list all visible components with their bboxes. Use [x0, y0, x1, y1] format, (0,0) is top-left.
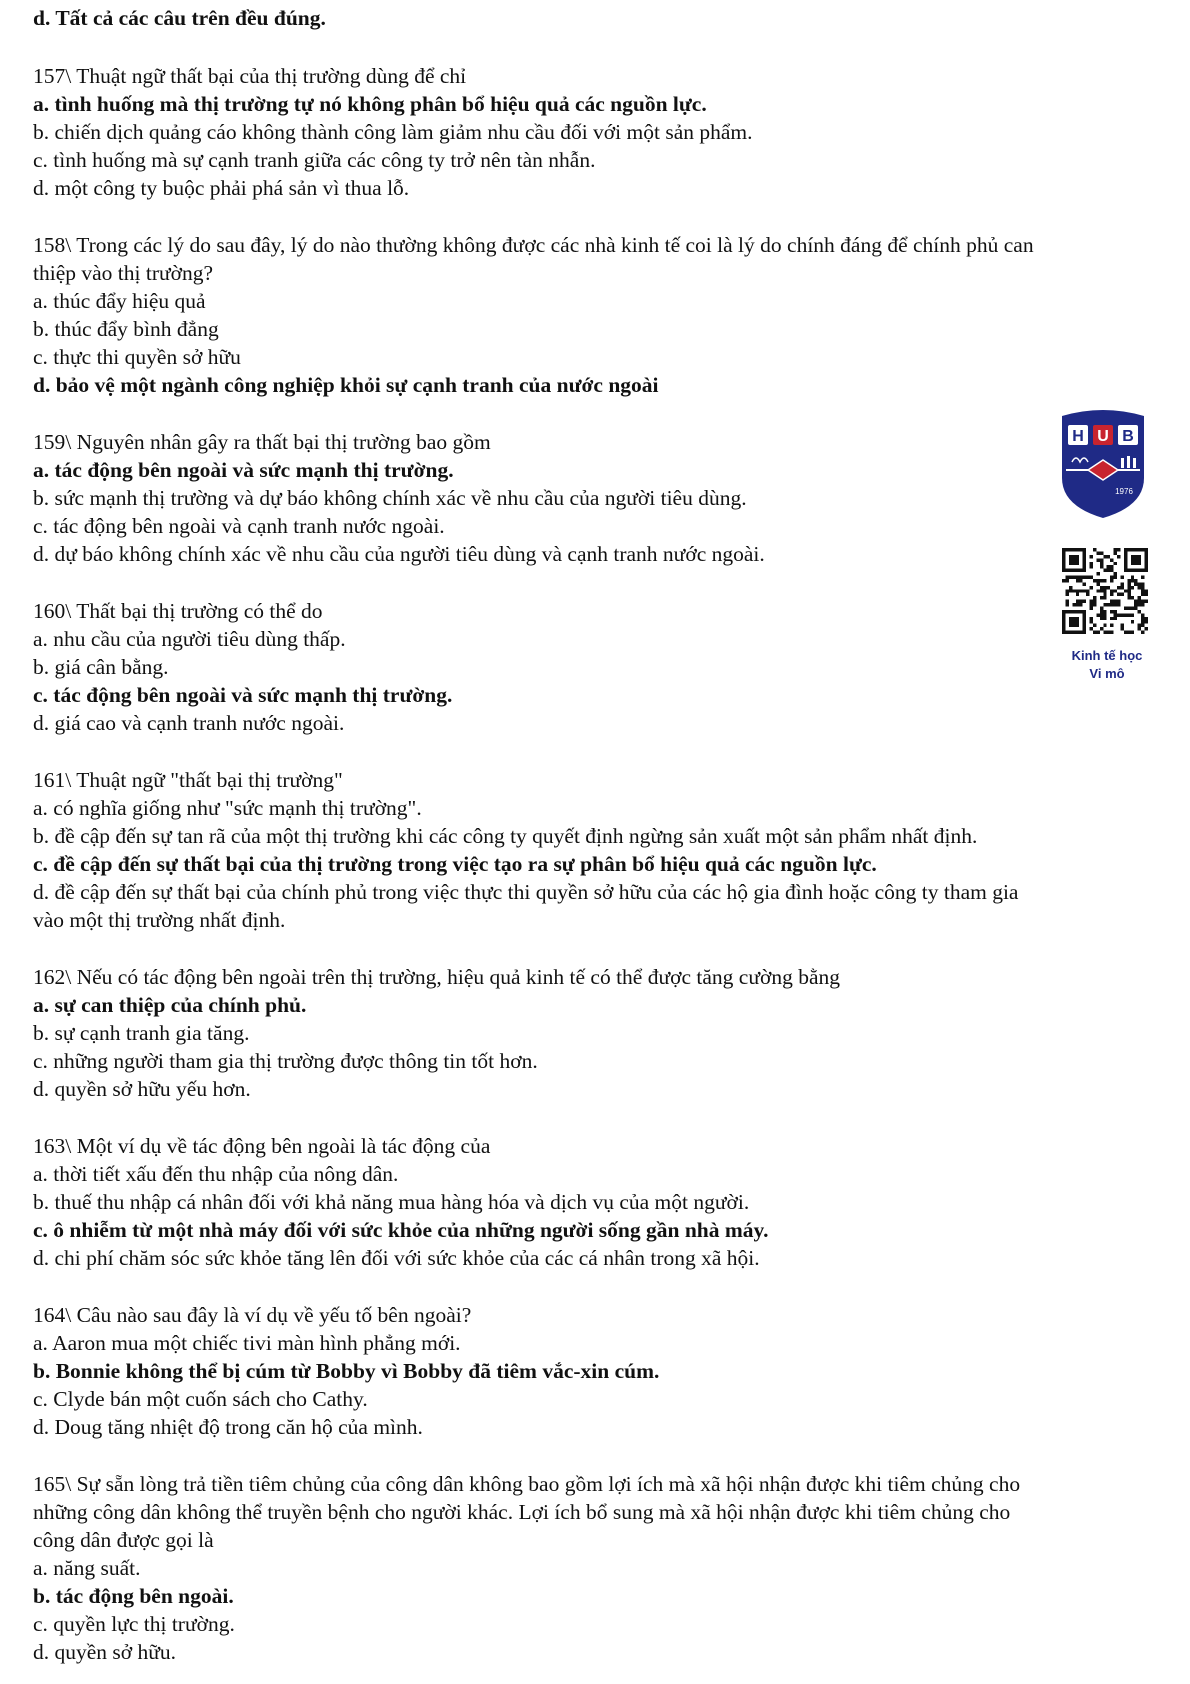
text-line: 161\ Thuật ngữ "thất bại thị trường": [33, 768, 343, 792]
text-line: c. thực thi quyền sở hữu: [33, 345, 241, 369]
text-line: b. giá cân bằng.: [33, 655, 169, 679]
text-line: b. chiến dịch quảng cáo không thành công làm giảm nhu cầu đối với một sản phẩm.: [33, 120, 753, 144]
text-line: d. quyền sở hữu yếu hơn.: [33, 1077, 251, 1101]
text-line: a. năng suất.: [33, 1556, 141, 1580]
text-line: a. Aaron mua một chiếc tivi màn hình phẳng mới.: [33, 1331, 461, 1355]
answer-line: c. tác động bên ngoài và sức mạnh thị trường.: [33, 683, 453, 707]
text-line: 163\ Một ví dụ về tác động bên ngoài là tác động của: [33, 1134, 491, 1158]
answer-line: c. đề cập đến sự thất bại của thị trường trong việc tạo ra sự phân bổ hiệu quả các nguồn lực.: [33, 852, 877, 876]
text-line: d. quyền sở hữu.: [33, 1640, 177, 1664]
text-line: b. đề cập đến sự tan rã của một thị trường khi các công ty quyết định ngừng sản xuất một sản phẩm nhất định.: [33, 824, 978, 848]
text-line: d. đề cập đến sự thất bại của chính phủ trong việc thực thi quyền sở hữu của các hộ gia đình hoặc công ty tham gia: [33, 880, 1019, 904]
text-line: d. chi phí chăm sóc sức khỏe tăng lên đối với sức khỏe của các cá nhân trong xã hội.: [33, 1246, 760, 1270]
text-line: những công dân không thể truyền bệnh cho người khác. Lợi ích bổ sung mà xã hội nhận được khi tiêm chủng cho: [33, 1500, 1011, 1524]
text-line: d. giá cao và cạnh tranh nước ngoài.: [33, 711, 345, 735]
answer-line: a. tình huống mà thị trường tự nó không phân bổ hiệu quả các nguồn lực.: [33, 92, 707, 116]
text-line: b. thuế thu nhập cá nhân đối với khả năng mua hàng hóa và dịch vụ của một người.: [33, 1190, 750, 1214]
answer-line: b. tác động bên ngoài.: [33, 1584, 234, 1608]
answer-line: a. sự can thiệp của chính phủ.: [33, 993, 307, 1017]
logo-letter-b: B: [1122, 428, 1134, 445]
answer-line: c. ô nhiễm từ một nhà máy đối với sức khỏe của những người sống gần nhà máy.: [33, 1218, 769, 1242]
text-line: a. thời tiết xấu đến thu nhập của nông dân.: [33, 1162, 399, 1186]
text-line: c. Clyde bán một cuốn sách cho Cathy.: [33, 1387, 368, 1411]
text-line: a. nhu cầu của người tiêu dùng thấp.: [33, 627, 346, 651]
text-line: a. có nghĩa giống như "sức mạnh thị trường".: [33, 796, 422, 820]
text-line: d. dự báo không chính xác về nhu cầu của người tiêu dùng và cạnh tranh nước ngoài.: [33, 542, 765, 566]
hub-logo: [1058, 408, 1148, 520]
text-line: 158\ Trong các lý do sau đây, lý do nào thường không được các nhà kinh tế coi là lý do chính đáng để chính phủ can: [33, 233, 1034, 257]
logo-year: 1976: [1115, 487, 1133, 496]
answer-line: b. Bonnie không thể bị cúm từ Bobby vì Bobby đã tiêm vắc-xin cúm.: [33, 1359, 660, 1383]
text-line: d. một công ty buộc phải phá sản vì thua lỗ.: [33, 176, 410, 200]
qr-code[interactable]: [1062, 548, 1148, 634]
text-line: b. sự cạnh tranh gia tăng.: [33, 1021, 250, 1045]
logo-letter-h: H: [1072, 428, 1084, 445]
text-line: 157\ Thuật ngữ thất bại của thị trường dùng để chỉ: [33, 64, 467, 88]
logo-letter-u: U: [1097, 428, 1109, 445]
answer-line: a. tác động bên ngoài và sức mạnh thị trường.: [33, 458, 454, 482]
text-line: a. thúc đẩy hiệu quả: [33, 289, 206, 313]
text-line: 160\ Thất bại thị trường có thể do: [33, 599, 323, 623]
answer-line: d. Tất cả các câu trên đều đúng.: [33, 6, 326, 30]
text-line: vào một thị trường nhất định.: [33, 908, 286, 932]
text-line: b. sức mạnh thị trường và dự báo không chính xác về nhu cầu của người tiêu dùng.: [33, 486, 747, 510]
text-line: 165\ Sự sẵn lòng trả tiền tiêm chủng của công dân không bao gồm lợi ích mà xã hội nhận được khi tiêm chủng cho: [33, 1472, 1021, 1496]
text-line: c. tác động bên ngoài và cạnh tranh nước ngoài.: [33, 514, 445, 538]
text-line: 159\ Nguyên nhân gây ra thất bại thị trường bao gồm: [33, 430, 491, 454]
text-line: 164\ Câu nào sau đây là ví dụ về yếu tố bên ngoài?: [33, 1303, 472, 1327]
side-caption-line2: Vi mô: [1089, 666, 1125, 681]
text-line: thiệp vào thị trường?: [33, 261, 214, 285]
text-line: b. thúc đẩy bình đẳng: [33, 317, 219, 341]
text-line: công dân được gọi là: [33, 1528, 214, 1552]
side-caption-line1: Kinh tế học: [1071, 648, 1143, 663]
text-line: d. Doug tăng nhiệt độ trong căn hộ của mình.: [33, 1415, 423, 1439]
text-line: c. tình huống mà sự cạnh tranh giữa các công ty trở nên tàn nhẫn.: [33, 148, 596, 172]
text-line: c. những người tham gia thị trường được thông tin tốt hơn.: [33, 1049, 538, 1073]
text-line: c. quyền lực thị trường.: [33, 1612, 235, 1636]
answer-line: d. bảo vệ một ngành công nghiệp khỏi sự cạnh tranh của nước ngoài: [33, 373, 659, 397]
text-line: 162\ Nếu có tác động bên ngoài trên thị trường, hiệu quả kinh tế có thể được tăng cường bằng: [33, 965, 841, 989]
